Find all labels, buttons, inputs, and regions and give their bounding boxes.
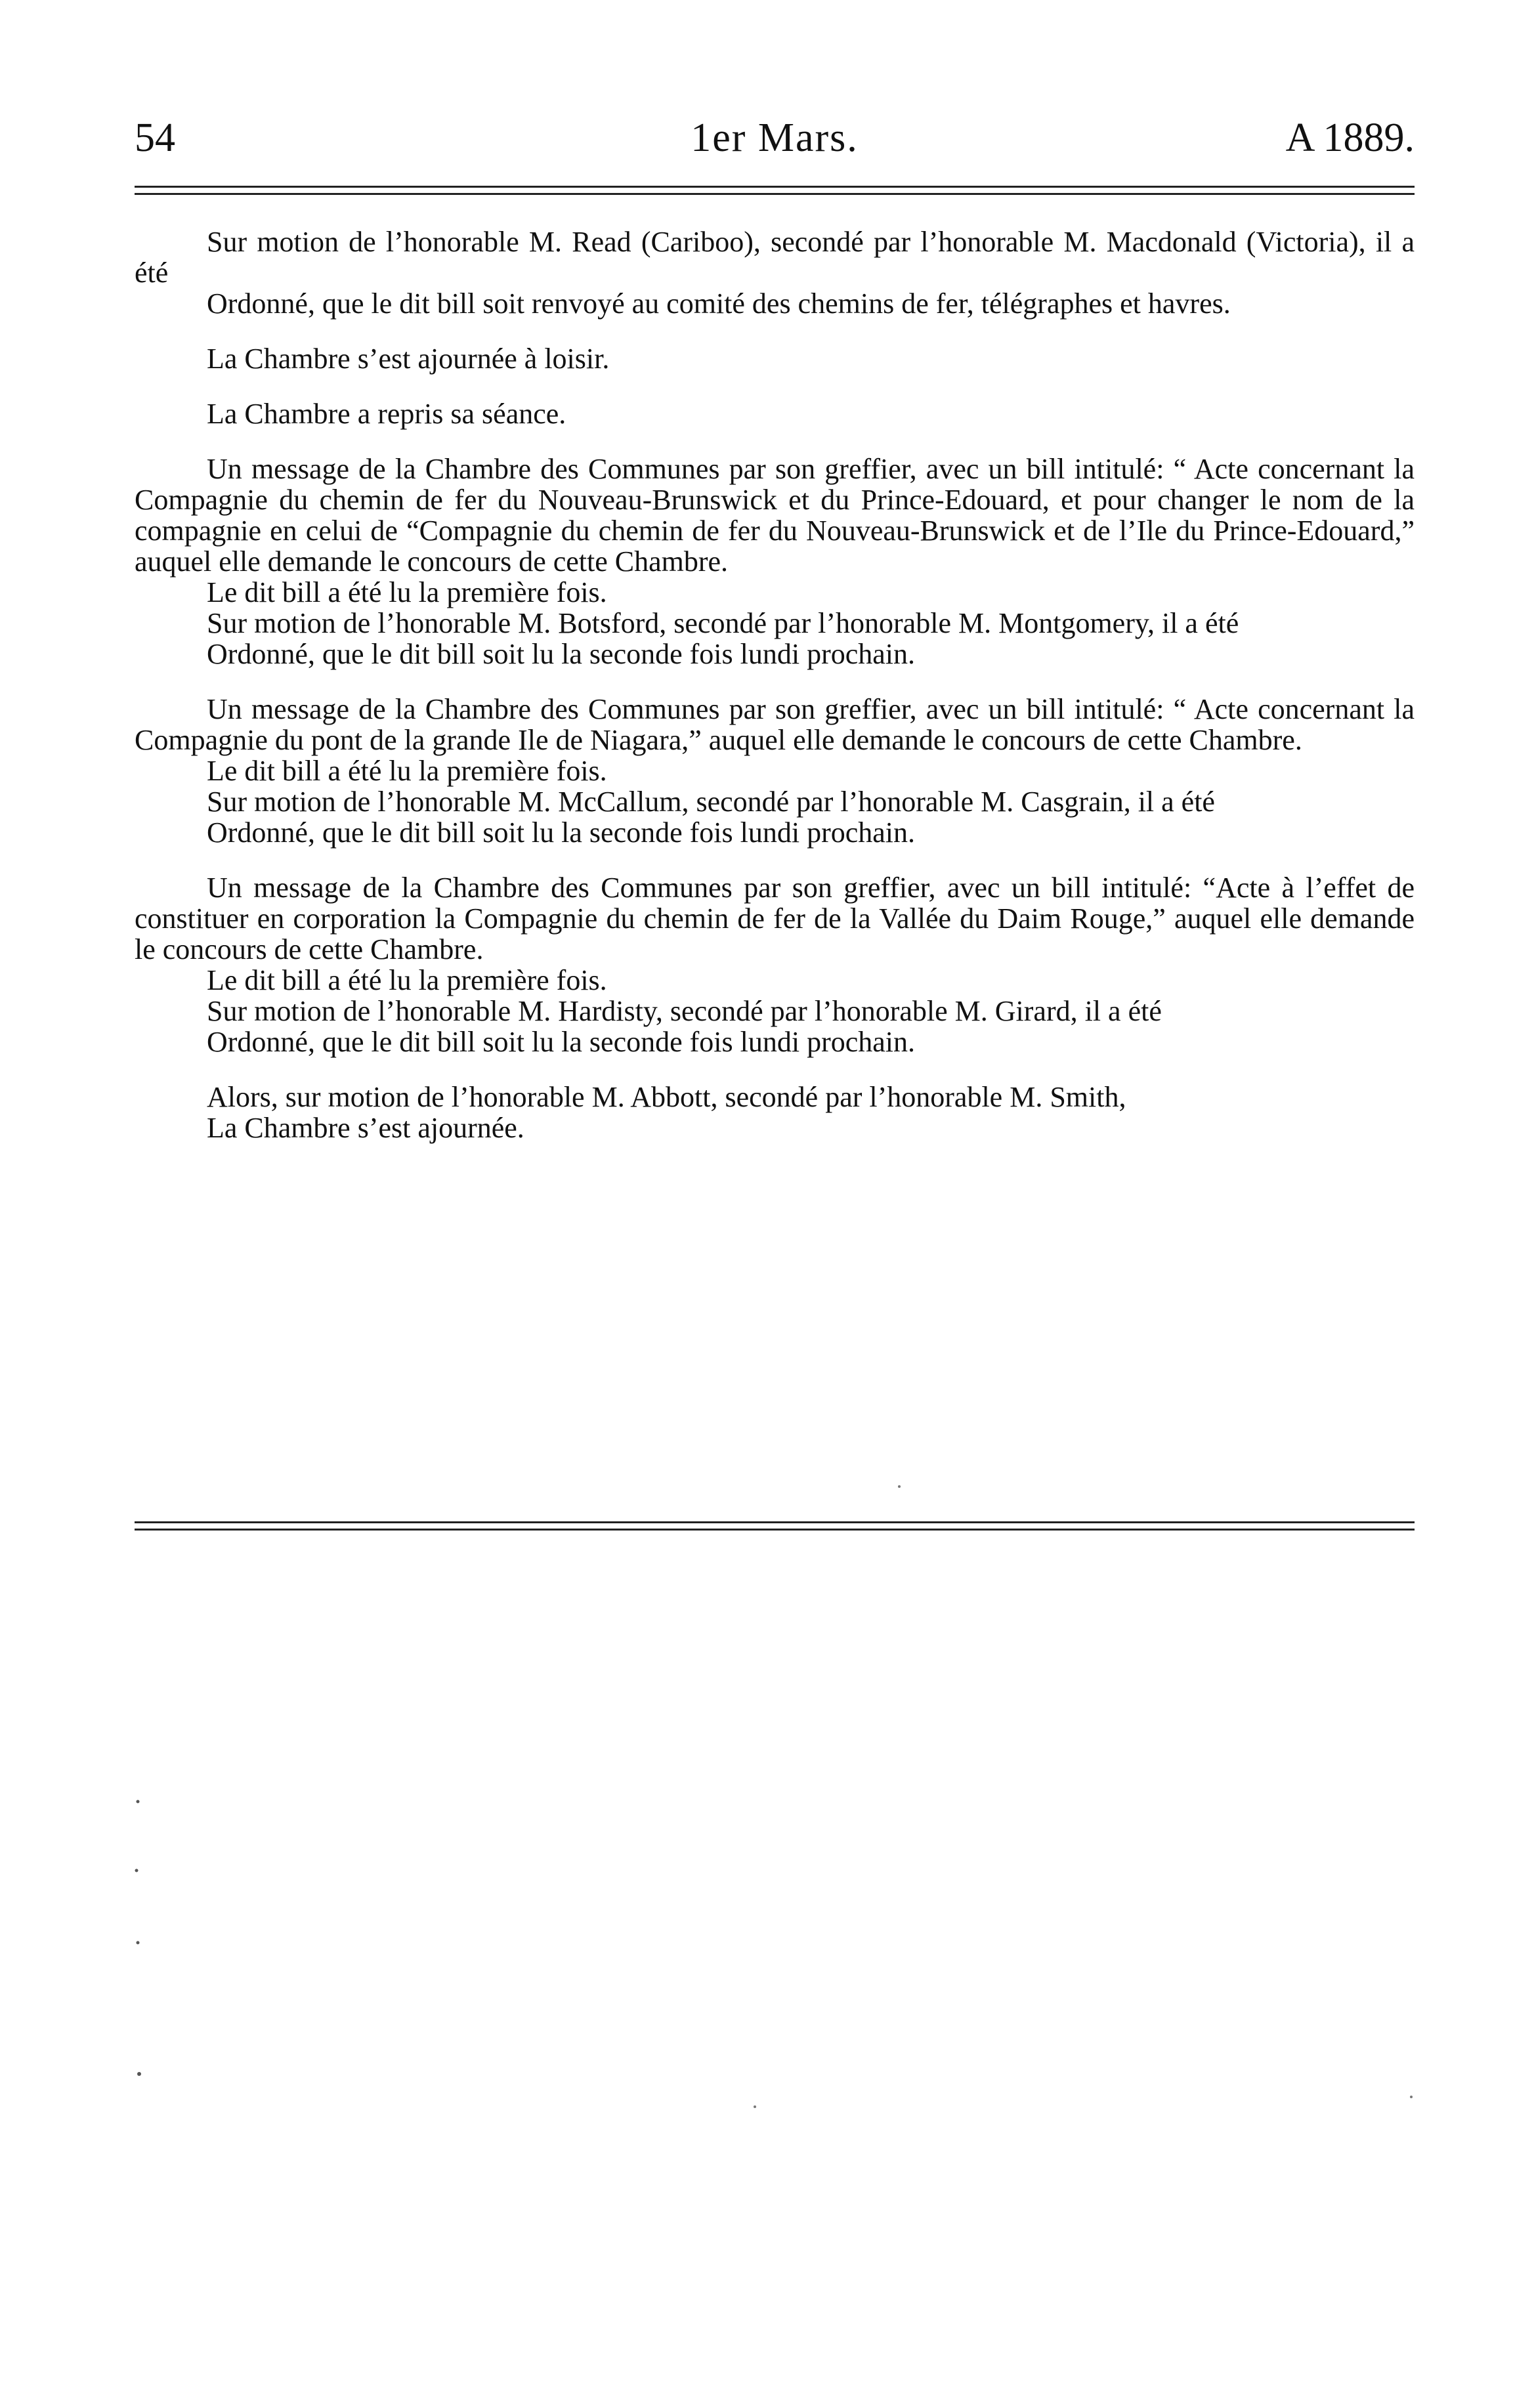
entry-paragraph: Sur motion de l’honorable M. Read (Cariboo), secondé par l’honorable M. Macdonald (Victoria), il a été <box>135 226 1415 289</box>
entry-paragraph: Un message de la Chambre des Communes par son greffier, avec un bill intitulé: “ Acte concernant la Compagnie du chemin de fer du Nouveau-Brunswick et du Prince-Edouard, et pour changer le nom de la compagnie en celui de “Compagnie du chemin de fer du Nouveau-Brunswick et de l’Ile du Prince-Edouard,” auquel elle demande le concours de cette Chambre. <box>135 453 1415 578</box>
entry-paragraph: Sur motion de l’honorable M. Botsford, secondé par l’honorable M. Montgomery, il a été <box>207 607 1239 639</box>
document-body <box>135 226 1415 1168</box>
entry-paragraph: Le dit bill a été lu la première fois. <box>207 755 607 787</box>
entry-paragraph: Ordonné, que le dit bill soit lu la seconde fois lundi prochain. <box>207 1026 916 1058</box>
entry-paragraph: Sur motion de l’honorable M. McCallum, secondé par l’honorable M. Casgrain, il a été <box>207 786 1215 818</box>
entry-paragraph: Un message de la Chambre des Communes par son greffier, avec un bill intitulé: “ Acte concernant la Compagnie du pont de la grande Ile de Niagara,” auquel elle demande le concours de cette Chambre. <box>135 693 1415 756</box>
entry-block <box>135 398 1415 429</box>
entry-paragraph: La Chambre s’est ajournée à loisir. <box>207 343 610 375</box>
entry-paragraph: Ordonné, que le dit bill soit lu la seconde fois lundi prochain. <box>207 816 916 849</box>
entry-block <box>135 226 1415 319</box>
entry-block <box>135 343 1415 374</box>
entry-paragraph: Un message de la Chambre des Communes par son greffier, avec un bill intitulé: “Acte à l’effet de constituer en corporation la Compagnie du chemin de fer de la Vallée du Daim Rouge,” auquel elle demande le concours de cette Chambre. <box>135 872 1415 965</box>
entry-paragraph: La Chambre s’est ajournée. <box>207 1112 524 1144</box>
entry-paragraph: Ordonné, que le dit bill soit lu la seconde fois lundi prochain. <box>207 638 916 670</box>
entry-paragraph: Alors, sur motion de l’honorable M. Abbott, secondé par l’honorable M. Smith, <box>207 1081 1126 1113</box>
page-year: A 1889. <box>1285 116 1415 160</box>
entry-paragraph: La Chambre a repris sa séance. <box>207 398 566 430</box>
entry-block <box>135 694 1415 848</box>
entry-block <box>135 454 1415 669</box>
entry-block <box>135 1082 1415 1143</box>
entry-paragraph: Ordonné, que le dit bill soit renvoyé au comité des chemins de fer, télégraphes et havres. <box>207 287 1231 320</box>
page-number: 54 <box>135 116 175 160</box>
header-rule <box>135 186 1415 195</box>
entry-paragraph: Le dit bill a été lu la première fois. <box>207 576 607 608</box>
entry-paragraph: Le dit bill a été lu la première fois. <box>207 964 607 996</box>
footer-rule <box>135 1521 1415 1531</box>
entry-block <box>135 872 1415 1057</box>
entry-paragraph: Sur motion de l’honorable M. Hardisty, secondé par l’honorable M. Girard, il a été <box>207 995 1162 1027</box>
page-header <box>135 112 1415 164</box>
page-date: 1er Mars. <box>691 116 859 160</box>
